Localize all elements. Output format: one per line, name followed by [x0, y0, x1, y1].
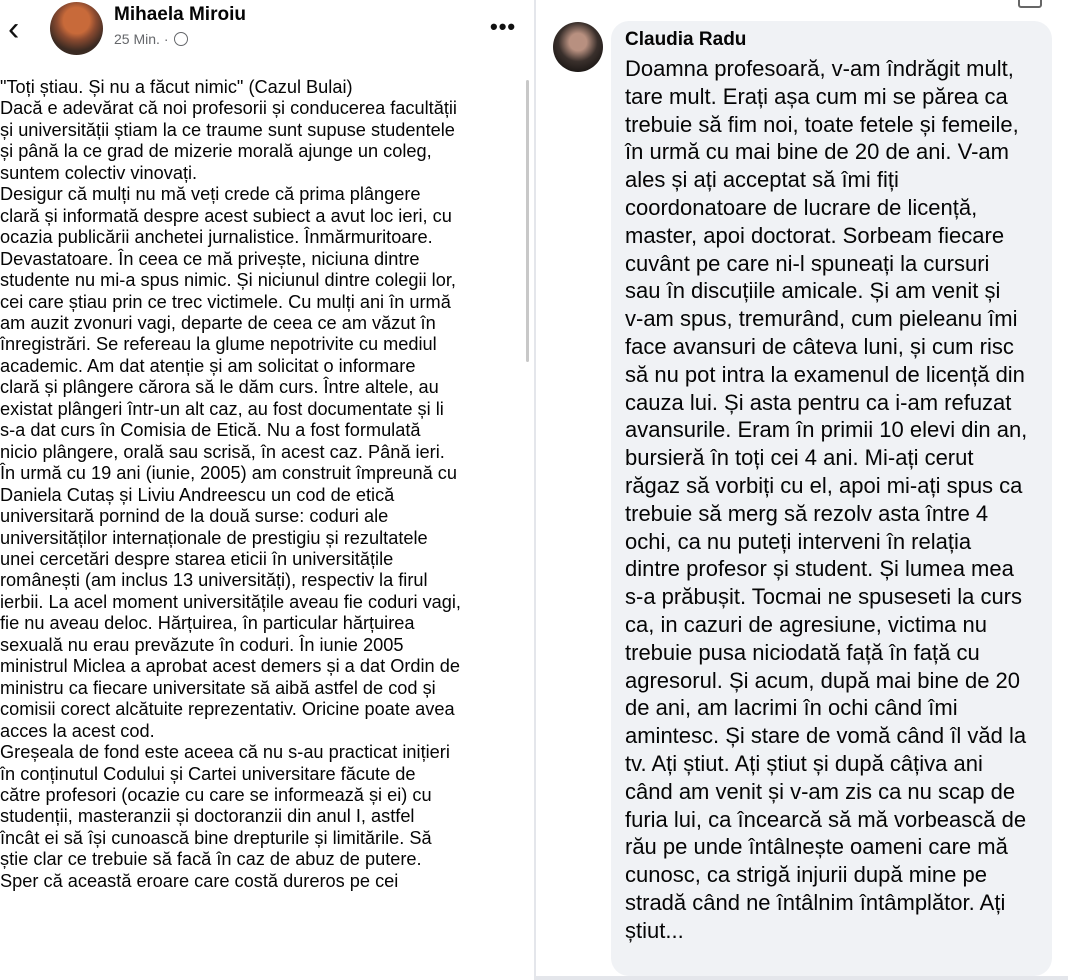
text-line: și universității știam la ce traume sunt supuse studentele	[0, 119, 455, 140]
text-line: ierbii. La acel moment universitățile aveau fie coduri vagi,	[0, 591, 461, 612]
text-line: Sper că această eroare care costă dureros pe cei	[0, 870, 399, 891]
text-line: existat plângeri într-un alt caz, au fost documentate și li	[0, 398, 444, 419]
post-body	[0, 77, 461, 892]
text-line: În urmă cu 19 ani (iunie, 2005) am construit împreună cu	[0, 463, 457, 484]
text-line: cuvânt pe care ni-l spuneați la cursuri	[625, 250, 990, 276]
text-line: am auzit zvonuri vagi, departe de ceea ce am văzut în	[0, 312, 436, 333]
text-line: ocazia publicării anchetei jurnalistice. Înmărmuritoare.	[0, 227, 433, 248]
text-line: știut...	[625, 917, 684, 943]
text-line: s-a dat curs în Comisia de Etică. Nu a fost formulată	[0, 420, 421, 441]
text-line: coordonatoare de lucrare de licență,	[625, 194, 978, 220]
text-line: tv. Ați știut. Ați știut și după câțiva ani	[625, 750, 983, 776]
text-line: trebuie pusa niciodată față în față cu	[625, 639, 980, 665]
post-time: 25 Min.	[114, 31, 160, 47]
divider	[536, 976, 1068, 980]
text-line: și până la ce grad de mizerie morală ajunge un coleg,	[0, 141, 432, 162]
text-line: nicio plângere, orală sau scrisă, în acest caz. Până ieri.	[0, 441, 445, 462]
text-line: amintesc. Și stare de vomă când îl văd la	[625, 723, 1027, 749]
globe-icon	[174, 32, 188, 46]
text-line: răgaz să vorbiți cu el, apoi mi-ați spus ca	[625, 472, 1023, 498]
scrollbar[interactable]	[526, 80, 529, 362]
comment-author[interactable]: Claudia Radu	[625, 29, 747, 50]
post-author[interactable]: Mihaela Miroiu	[114, 4, 246, 25]
text-line: s-a prăbușit. Tocmai ne spuseseti la curs	[625, 584, 1022, 610]
text-line: ministrul Miclea a aprobat acest demers și a dat Ordin de	[0, 656, 460, 677]
text-line: dintre profesor și student. Și lumea mea	[625, 556, 1014, 582]
text-line: sexuală nu erau prevăzute în coduri. În iunie 2005	[0, 634, 404, 655]
text-line: fie nu aveau deloc. Hărțuirea, în particular hărțuirea	[0, 613, 415, 634]
text-line: clară și informată despre acest subiect a avut loc ieri, cu	[0, 205, 452, 226]
text-line: studenții, masteranzii și doctoranzii din anul I, astfel	[0, 806, 415, 827]
text-line: trebuie să fim noi, toate fetele și femeile,	[625, 111, 1019, 137]
text-line: românești (am inclus 13 universități), respectiv la firul	[0, 570, 428, 591]
text-line: în urmă cu mai bine de 20 de ani. V-am	[625, 139, 1009, 165]
text-line: de ani, am lacrimi în ochi când îmi	[625, 695, 958, 721]
text-line: "Toți știau. Și nu a făcut nimic" (Cazul Bulai)	[0, 77, 353, 97]
text-line: Desigur că mulți nu mă veți crede că prima plângere	[0, 184, 421, 205]
text-line: avansurile. Eram în primii 10 elevi din an,	[625, 417, 1028, 443]
more-options-icon[interactable]: •••	[490, 14, 517, 39]
text-line: face avansuri de câteva luni, și cum risc	[625, 333, 1014, 359]
share-icon[interactable]	[1018, 0, 1042, 8]
text-line: studente nu mi-a spus nimic. Și niciunul dintre colegii lor,	[0, 270, 456, 291]
back-button[interactable]: ‹	[8, 10, 20, 48]
text-line: către profesori (ocazie cu care se informează și ei) cu	[0, 784, 432, 805]
text-line: acces la acest cod.	[0, 720, 155, 741]
text-line: academic. Am dat atenție și am solicitat o informare	[0, 355, 416, 376]
text-line: master, apoi doctorat. Sorbeam fiecare	[625, 222, 1005, 248]
comment-body	[625, 55, 1027, 945]
text-line: Daniela Cutaș și Liviu Andreescu un cod de etică	[0, 484, 395, 505]
text-line: Devastatoare. În ceea ce mă privește, niciuna dintre	[0, 248, 420, 269]
text-line: în conținutul Codului și Cartei universitare făcute de	[0, 763, 416, 784]
post-meta	[114, 31, 188, 47]
text-line: sau în discuțiile amicale. Și am venit și	[625, 278, 1001, 304]
text-line: tare mult. Erați așa cum mi se părea ca	[625, 83, 1008, 109]
text-line: când am venit și v-am zis ca nu scap de	[625, 778, 1016, 804]
author-avatar[interactable]	[50, 2, 103, 55]
text-line: ministru ca fiecare universitate să aibă astfel de cod și	[0, 677, 436, 698]
text-line: agresorul. Și acum, după mai bine de 20	[625, 667, 1021, 693]
text-line: înregistrări. Se refereau la glume nepotrivite cu mediul	[0, 334, 437, 355]
text-line: unei cercetări despre starea eticii în universitățile	[0, 548, 394, 569]
text-line: rău pe unde întâlnește oameni care mă	[625, 834, 1008, 860]
text-line: furia lui, ca încearcă să mă vorbească de	[625, 806, 1027, 832]
text-line: stradă când ne întâlnim întâmplător. Ați	[625, 889, 1006, 915]
separator: ·	[163, 31, 169, 47]
text-line: suntem colectiv vinovați.	[0, 162, 198, 183]
text-line: ochi, ca nu puteți interveni în relația	[625, 528, 972, 554]
text-line: Doamna profesoară, v-am îndrăgit mult,	[625, 56, 1014, 81]
text-line: Dacă e adevărat că noi profesorii și conducerea facultății	[0, 98, 457, 119]
text-line: universităților internaționale de prestigiu și rezultatele	[0, 527, 428, 548]
text-line: trebuie să merg să rezolv asta între 4	[625, 500, 989, 526]
text-line: să nu pot intra la examenul de licență din	[625, 361, 1025, 387]
text-line: universitară pornind de la două surse: coduri ale	[0, 506, 389, 527]
text-line: cei care știau prin ce trec victimele. Cu mulți ani în urmă	[0, 291, 451, 312]
text-line: Greșeala de fond este aceea că nu s-au practicat inițieri	[0, 742, 450, 763]
text-line: v-am spus, tremurând, cum pieleanu îmi	[625, 306, 1018, 332]
text-line: bursieră în toți cei 4 ani. Mi-ați cerut	[625, 445, 974, 471]
text-line: cauza lui. Și asta pentru ca i-am refuzat	[625, 389, 1012, 415]
text-line: încât ei să își cunoască bine drepturile și limitările. Să	[0, 827, 432, 848]
text-line: cunosc, ca strigă injurii după mine pe	[625, 862, 987, 888]
text-line: comisii corect alcătuite reprezentativ. Oricine poate avea	[0, 699, 455, 720]
text-line: știe clar ce trebuie să facă în caz de abuz de putere.	[0, 849, 422, 870]
commenter-avatar[interactable]	[553, 22, 603, 72]
text-line: ales și ați acceptat să îmi fiți	[625, 167, 899, 193]
text-line: ca, in cazuri de agresiune, victima nu	[625, 611, 987, 637]
text-line: clară și plângere cărora să le dăm curs. Între altele, au	[0, 377, 439, 398]
